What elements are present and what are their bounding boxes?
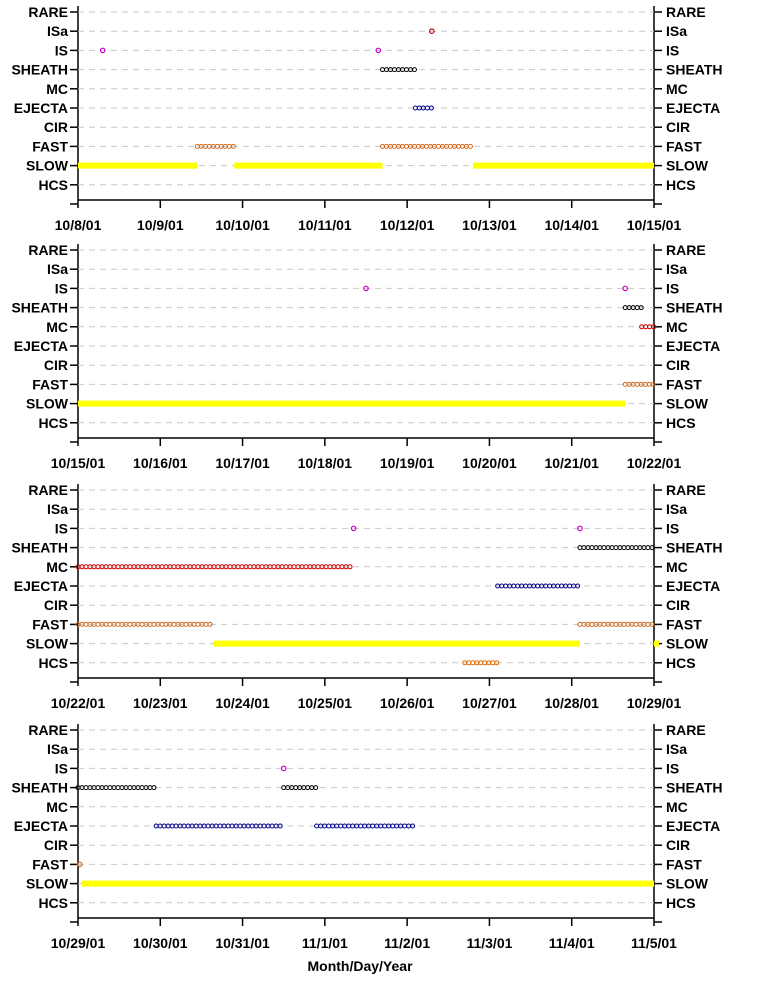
y-tick-label-right: SHEATH <box>666 539 723 556</box>
y-tick-label-right: ISa <box>666 501 688 518</box>
data-point-fast <box>590 622 594 626</box>
data-point-sheath <box>602 546 606 550</box>
x-tick-label: 11/3/01 <box>466 935 513 951</box>
y-tick-label: EJECTA <box>13 818 68 834</box>
y-tick-label-right: FAST <box>666 616 702 633</box>
data-point-mc <box>96 565 100 569</box>
x-tick-label: 10/8/01 <box>54 217 102 233</box>
data-point-sheath <box>380 68 384 72</box>
data-point-sheath <box>635 306 639 310</box>
x-tick-label: 10/24/01 <box>215 695 270 711</box>
y-tick-label: IS <box>54 520 68 537</box>
y-tick-label-right: FAST <box>666 856 702 873</box>
data-point-fast <box>128 622 132 626</box>
y-tick-label-right: EJECTA <box>666 338 721 354</box>
y-tick-label-right: HCS <box>666 176 696 193</box>
y-tick-label-right: RARE <box>666 722 706 738</box>
data-point-hcs <box>491 661 495 665</box>
data-point-is <box>282 766 286 770</box>
x-tick-label: 10/22/01 <box>50 695 106 711</box>
x-tick-label: 10/17/01 <box>215 455 270 471</box>
data-point-sheath <box>140 786 144 790</box>
x-tick-label: 10/16/01 <box>133 455 188 471</box>
data-point-mc <box>140 565 144 569</box>
y-tick-label: MC <box>46 798 68 815</box>
y-tick-label: CIR <box>43 597 68 614</box>
data-point-fast <box>195 144 199 148</box>
slow-segment <box>78 401 625 407</box>
y-tick-label: EJECTA <box>13 100 68 116</box>
data-point-fast <box>646 622 650 626</box>
y-tick-label: HCS <box>38 894 68 911</box>
y-tick-label: FAST <box>32 376 68 393</box>
data-point-fast <box>634 622 638 626</box>
data-point-sheath <box>646 546 650 550</box>
data-point-ejecta <box>250 824 254 828</box>
y-tick-label-right: HCS <box>666 414 696 431</box>
y-tick-label-right: SLOW <box>666 875 708 892</box>
x-tick-label: 10/14/01 <box>544 217 599 233</box>
x-tick-label: 10/21/01 <box>544 455 599 471</box>
slow-segment <box>214 641 580 647</box>
x-tick-label: 10/9/01 <box>136 217 184 233</box>
data-point-ejecta <box>238 824 242 828</box>
slow-segment <box>234 163 382 169</box>
data-point-fast <box>602 622 606 626</box>
data-point-mc <box>184 565 188 569</box>
y-tick-label-right: RARE <box>666 482 706 498</box>
y-tick-label-right: SHEATH <box>666 779 723 796</box>
x-tick-label: 10/13/01 <box>462 217 517 233</box>
data-point-sheath <box>84 786 88 790</box>
x-tick-label: 11/5/01 <box>631 935 677 951</box>
y-tick-label-right: IS <box>666 520 680 537</box>
data-point-sheath <box>392 68 396 72</box>
y-tick-label: RARE <box>28 722 68 738</box>
y-tick-label-right: FAST <box>666 138 702 155</box>
data-point-ejecta <box>359 824 363 828</box>
data-point-ejecta <box>315 824 319 828</box>
slow-segment <box>654 641 659 647</box>
x-tick-label: 10/23/01 <box>133 695 188 711</box>
x-tick-label: 11/2/01 <box>384 935 431 951</box>
x-tick-label: 10/29/01 <box>626 695 682 711</box>
y-tick-label-right: CIR <box>666 119 691 136</box>
y-tick-label: FAST <box>32 616 68 633</box>
data-point-sheath <box>634 546 638 550</box>
y-tick-label-right: FAST <box>666 376 702 393</box>
y-tick-label: EJECTA <box>13 338 68 354</box>
data-point-ejecta <box>568 584 572 588</box>
data-point-fast <box>96 622 100 626</box>
x-tick-label: 10/27/01 <box>462 695 517 711</box>
data-point-fast <box>436 144 440 148</box>
y-tick-label: MC <box>46 318 68 335</box>
y-tick-label-right: RARE <box>666 4 706 20</box>
x-tick-label: 10/29/01 <box>50 935 106 951</box>
x-tick-label: 10/26/01 <box>379 695 435 711</box>
y-tick-label-right: MC <box>666 318 688 335</box>
y-tick-label: CIR <box>43 837 68 854</box>
data-point-ejecta <box>194 824 198 828</box>
y-tick-label-right: EJECTA <box>666 818 721 834</box>
data-point-mc <box>304 565 308 569</box>
y-tick-label-right: RARE <box>666 242 706 258</box>
y-tick-label-right: ISa <box>666 741 688 758</box>
x-tick-label: 10/15/01 <box>626 217 682 233</box>
data-point-mc <box>316 565 320 569</box>
data-point-is <box>623 286 627 290</box>
y-tick-label: SLOW <box>26 875 68 892</box>
y-tick-label-right: MC <box>666 558 688 575</box>
data-point-mc <box>172 565 176 569</box>
y-tick-label: HCS <box>38 176 68 193</box>
data-point-mc <box>216 565 220 569</box>
y-tick-label-right: IS <box>666 760 680 777</box>
y-tick-label: ISa <box>46 501 68 518</box>
y-tick-label: SLOW <box>26 157 68 174</box>
y-tick-label: RARE <box>28 482 68 498</box>
y-tick-label: ISa <box>46 23 68 40</box>
y-tick-label: SHEATH <box>11 779 68 796</box>
y-tick-label-right: SHEATH <box>666 61 723 78</box>
data-point-fast <box>227 144 231 148</box>
y-tick-label: MC <box>46 558 68 575</box>
y-tick-label: SHEATH <box>11 299 68 316</box>
data-point-fast <box>84 622 88 626</box>
y-tick-label: IS <box>54 42 68 59</box>
y-tick-label-right: MC <box>666 798 688 815</box>
data-point-ejecta <box>425 106 429 110</box>
y-tick-label-right: CIR <box>666 837 691 854</box>
y-tick-label: SHEATH <box>11 61 68 78</box>
y-tick-label-right: ISa <box>666 261 688 278</box>
x-tick-label: 10/18/01 <box>297 455 353 471</box>
x-tick-label: 10/15/01 <box>50 455 106 471</box>
y-tick-label-right: IS <box>666 280 680 297</box>
y-tick-label: CIR <box>43 119 68 136</box>
x-tick-label: 10/30/01 <box>133 935 188 951</box>
y-tick-label: FAST <box>32 856 68 873</box>
y-tick-label: SHEATH <box>11 539 68 556</box>
data-point-mc <box>228 565 232 569</box>
data-point-ejecta <box>162 824 166 828</box>
data-point-ejecta <box>403 824 407 828</box>
data-point-fast <box>468 144 472 148</box>
y-tick-label-right: SLOW <box>666 635 708 652</box>
y-tick-label-right: HCS <box>666 894 696 911</box>
y-tick-label: CIR <box>43 357 68 374</box>
y-tick-label: SLOW <box>26 395 68 412</box>
y-tick-label: SLOW <box>26 635 68 652</box>
x-tick-label: 10/28/01 <box>544 695 599 711</box>
data-point-fast <box>392 144 396 148</box>
y-tick-label: HCS <box>38 654 68 671</box>
data-point-sheath <box>96 786 100 790</box>
data-point-mc <box>272 565 276 569</box>
data-point-ejecta <box>536 584 540 588</box>
y-tick-label-right: MC <box>666 80 688 97</box>
data-point-fast <box>424 144 428 148</box>
x-tick-label: 11/1/01 <box>301 935 348 951</box>
y-tick-label-right: EJECTA <box>666 578 721 594</box>
y-tick-label: EJECTA <box>13 578 68 594</box>
slow-segment <box>473 163 654 169</box>
data-point-fast <box>380 144 384 148</box>
data-point-ejecta <box>206 824 210 828</box>
data-point-sheath <box>623 306 627 310</box>
y-tick-label: IS <box>54 760 68 777</box>
y-tick-label: HCS <box>38 414 68 431</box>
slow-segment <box>78 163 197 169</box>
y-tick-label: ISa <box>46 741 68 758</box>
data-point-mc <box>128 565 132 569</box>
data-point-ejecta <box>524 584 528 588</box>
data-point-ejecta <box>327 824 331 828</box>
y-tick-label-right: SLOW <box>666 395 708 412</box>
data-point-fast <box>172 622 176 626</box>
data-point-mc <box>84 565 88 569</box>
y-tick-label: RARE <box>28 242 68 258</box>
x-axis-title: Month/Day/Year <box>307 958 413 974</box>
data-point-fast <box>140 622 144 626</box>
data-point-mc <box>348 565 352 569</box>
y-tick-label-right: HCS <box>666 654 696 671</box>
x-tick-label: 11/4/01 <box>548 935 595 951</box>
y-tick-label-right: IS <box>666 42 680 59</box>
y-tick-label: RARE <box>28 4 68 20</box>
y-tick-label: MC <box>46 80 68 97</box>
data-point-sheath <box>282 786 286 790</box>
x-tick-label: 10/10/01 <box>215 217 270 233</box>
data-point-mc <box>260 565 264 569</box>
slow-segment <box>82 881 654 887</box>
data-point-ejecta <box>371 824 375 828</box>
y-tick-label: FAST <box>32 138 68 155</box>
data-point-sheath <box>404 68 408 72</box>
data-point-fast <box>635 382 639 386</box>
x-tick-label: 10/22/01 <box>626 455 682 471</box>
y-tick-label-right: SLOW <box>666 157 708 174</box>
data-point-fast <box>404 144 408 148</box>
y-tick-label: IS <box>54 280 68 297</box>
y-tick-label: ISa <box>46 261 68 278</box>
y-tick-label-right: SHEATH <box>666 299 723 316</box>
x-tick-label: 10/25/01 <box>297 695 353 711</box>
y-tick-label-right: ISa <box>666 23 688 40</box>
y-tick-label-right: CIR <box>666 357 691 374</box>
x-tick-label: 10/12/01 <box>379 217 435 233</box>
data-point-fast <box>448 144 452 148</box>
data-point-sheath <box>294 786 298 790</box>
y-tick-label-right: EJECTA <box>666 100 721 116</box>
data-point-fast <box>623 382 627 386</box>
data-point-fast <box>184 622 188 626</box>
data-point-sheath <box>128 786 132 790</box>
data-point-sheath <box>590 546 594 550</box>
x-tick-label: 10/11/01 <box>297 217 352 233</box>
x-tick-label: 10/19/01 <box>379 455 435 471</box>
y-tick-label-right: CIR <box>666 597 691 614</box>
x-tick-label: 10/31/01 <box>215 935 270 951</box>
x-tick-label: 10/20/01 <box>462 455 517 471</box>
